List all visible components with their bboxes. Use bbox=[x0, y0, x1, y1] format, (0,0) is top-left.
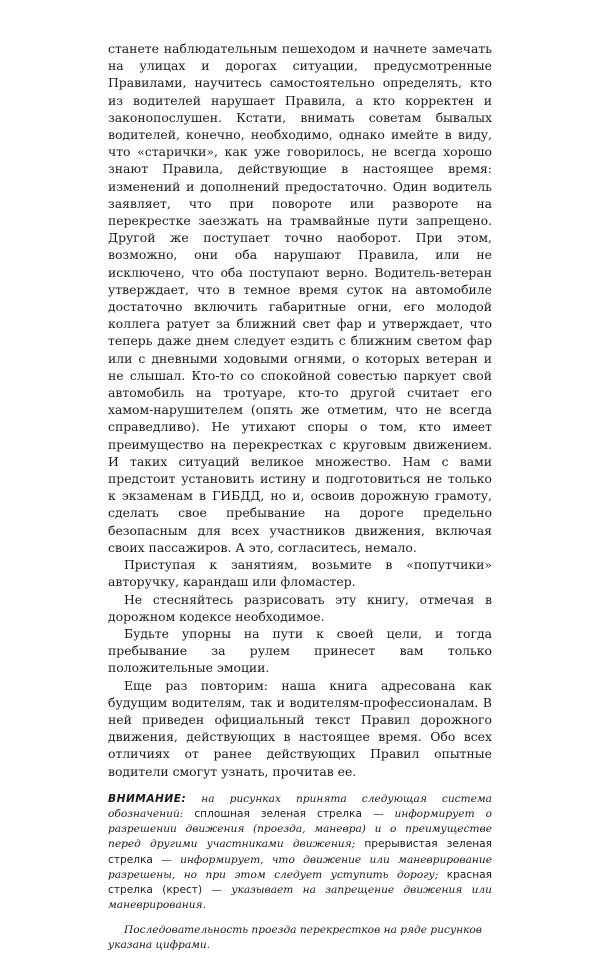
paragraph-4: Будьте упорны на пути к своей цели, и тогда пребывание за рулем принесет вам только положительные эмоции. bbox=[108, 625, 492, 676]
red-arrow-desc: — указывает на запрещение движения или маневрирования. bbox=[108, 883, 493, 912]
paragraph-2: Приступая к занятиям, возьмите в «попутчики» авторучку, карандаш или фломастер. bbox=[108, 557, 492, 590]
dashed-arrow-desc: — информирует, что движение или маневрирование разрешены, но при этом следует уступить дорогу; bbox=[108, 853, 492, 881]
red-arrow-term: красная стрелка (крест) bbox=[108, 868, 492, 896]
paragraph-3: Не стесняйтесь разрисовать эту книгу, отмечая в дорожном кодексе необходимое. bbox=[108, 591, 492, 624]
paragraph-5: Еще раз повторим: наша книга адресована как будущим водителям, так и водителям-профессионалам. В ней приведен официальный текст Правил дорожного движения, действующих в настоящее время. Обо всех отличиях от ранее действующих Правил опытные водители смогут узнать, прочитав ее. bbox=[108, 677, 492, 779]
attention-label: ВНИМАНИЕ: bbox=[108, 792, 187, 805]
note-intro: на рисунках принята следующая система обозначений: bbox=[108, 792, 492, 820]
solid-arrow-desc: — информирует о разрешении движения (проезда, маневра) и о преимуществе перед другими участниками движения; bbox=[108, 807, 492, 851]
body-text bbox=[108, 40, 492, 780]
attention-note bbox=[108, 792, 492, 914]
solid-arrow-term: сплошная зеленая стрелка bbox=[194, 807, 362, 820]
paragraph-1: станете наблюдательным пешеходом и начнете замечать на улицах и дорогах ситуации, предусмотренные Правилами, научитесь самостоятельно определять, кто из водителей нарушает Правила, а кто корректен и законопослушен. Кстати, внимать советам бывалых водителей, конечно, необходимо, однако имейте в виду, что «старички», как уже говорилось, не всегда хорошо знают Правила, действующие в настоящее время: изменений и дополнений предостаточно. Один водитель заявляет, что при повороте или развороте на перекрестке заезжать на трамвайные пути запрещено. Другой же поступает точно наоборот. При этом, возможно, они оба нарушают Правила, или не исключено, что оба поступают верно. Водитель-ветеран утверждает, что в темное время суток на автомобиле достаточно включить габаритные огни, его молодой коллега ратует за ближний свет фар и утверждает, что теперь даже днем следует ездить с ближним светом фар или с дневными ходовыми огнями, о которых ветеран и не слышал. Кто-то со спокойной совестью паркует свой автомобиль на тротуаре, кто-то другой считает его хамом-нарушителем (опять же отметим, что не всегда справедливо). Не утихают споры о том, кто имеет преимущество на перекрестках с круговым движением. И таких ситуаций великое множество. Нам с вами предстоит установить истину и подготовиться не только к экзаменам в ГИБДД, но и, освоив дорожную грамоту, сделать свое пребывание на дороге предельно безопасным для всех участников движения, включая своих пассажиров. А это, согласитесь, немало. bbox=[108, 41, 492, 555]
sequence-footnote: Последовательность проезда перекрестков на ряде рисунков указана цифрами. bbox=[108, 924, 482, 952]
dashed-arrow-term: прерывистая зеленая стрелка bbox=[108, 838, 493, 866]
